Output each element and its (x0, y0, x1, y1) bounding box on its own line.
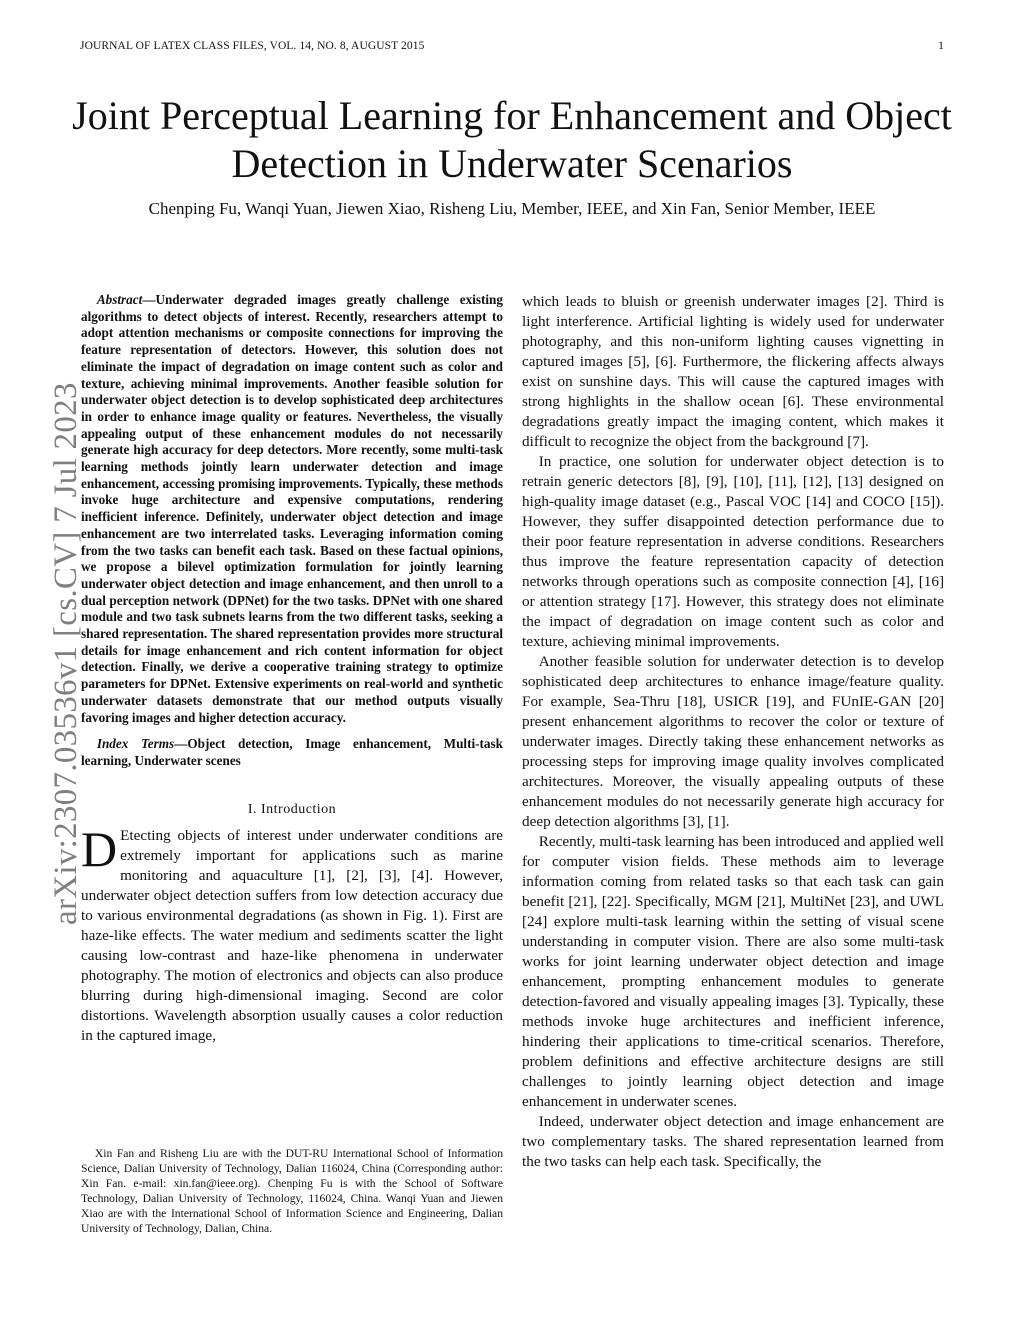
drop-cap: D (81, 820, 118, 877)
arxiv-identifier: arXiv:2307.03536v1 [cs.CV] 7 Jul 2023 (48, 382, 84, 925)
abstract-lead: Abstract (96, 292, 143, 307)
intro-paragraph (81, 820, 503, 1046)
paper-title: Joint Perceptual Learning for Enhancement and Object Detection in Underwater Scenarios (72, 93, 952, 186)
index-terms-text: —Object detection, Image enhancement, Multi-task learning, Underwater scenes (81, 736, 503, 768)
affiliation-footnote: Xin Fan and Risheng Liu are with the DUT-RU International School of Information Science, Dalian University of Technology, Dalian 116024, China (Corresponding author: Xin Fan. e-mail: xin.fan@ieee.org). Chenping Fu is with the School of Software Technology, Dalian University of Technology, 116024, China. Wanqi Yuan and Jiewen Xiao are with the International School of Information Science and Engineering, Dalian University of Technology, Dalian, China. (81, 1147, 503, 1235)
author-list: Chenping Fu, Wanqi Yuan, Jiewen Xiao, Risheng Liu, Member, IEEE, and Xin Fan, Senior Member, IEEE (148, 199, 876, 218)
abstract-text: —Underwater degraded images greatly challenge existing algorithms to detect objects of interest. Recently, researchers attempt to adopt attention mechanisms or composite connections for improving the feature representation of detectors. However, this solution does not eliminate the impact of degradation on image content such as color and texture, achieving minimal improvements. Another feasible solution for underwater object detection is to develop sophisticated deep architectures in order to enhance image quality or features. Nevertheless, the visually appealing output of these enhancement modules do not necessarily generate high accuracy for deep detectors. More recently, some multi-task learning methods jointly learn underwater detection and image enhancement, accessing promising improvements. Typically, these methods invoke huge architecture and expensive computations, rendering inefficient inference. Definitely, underwater object detection and image enhancement are two interrelated tasks. Leveraging information coming from the two tasks can benefit each task. Based on these factual opinions, we propose a bilevel optimization formulation for jointly learning underwater object detection and image enhancement, and then unroll to a dual perception network (DPNet) for the two tasks. DPNet with one shared module and two task subnets learns from the two different tasks, seeking a shared representation. The shared representation provides more structural details for image enhancement and rich content information for object detection. Finally, we derive a cooperative training strategy to optimize parameters for DPNet. Extensive experiments on real-world and synthetic underwater datasets demonstrate that our method outputs visually favoring images and higher detection accuracy. (81, 292, 503, 725)
journal-line: JOURNAL OF LATEX CLASS FILES, VOL. 14, NO. 8, AUGUST 2015 (80, 40, 425, 52)
intro-text: Etecting objects of interest under underwater conditions are extremely important for applications such as marine monitoring and aquaculture [1], [2], [3], [4]. However, underwater object detection suffers from low detection accuracy due to various environmental degradations (as shown in Fig. 1). First are haze-like effects. The water medium and sediments scatter the light causing low-contrast and haze-like phenomena in underwater photography. The motion of electronics and objects can also produce blurring during high-dimensional imaging. Second are color distortions. Wavelength absorption usually causes a color reduction in the captured image, (81, 826, 503, 1044)
index-terms (81, 736, 503, 769)
body-paragraph: In practice, one solution for underwater object detection is to retrain generic detectors [8], [9], [10], [11], [12], [13] designed on high-quality image dataset (e.g., Pascal VOC [14] and COCO [15]). However, they suffer disappointed detection performance due to their poor feature representation in adverse conditions. Researchers thus improve the feature representation capacity of detection networks through operations such as composite connection [4], [16] or attention strategy [17]. However, this strategy does not eliminate the impact of degradation on image content such as color and texture, achieving minimal improvements. (522, 453, 944, 650)
body-paragraph: Indeed, underwater object detection and image enhancement are two complementary tasks. The shared representation learned from the two tasks can help each task. Specifically, the (522, 1113, 944, 1170)
running-header (80, 40, 944, 52)
body-paragraph: which leads to bluish or greenish underwater images [2]. Third is light interference. Artificial lighting is widely used for underwater photography, and this non-uniform lighting causes vignetting in captured images [5], [6]. Furthermore, the flickering affects always exist on sunshine days. This will cause the captured images with strong highlights in the shallow ocean [6]. These environmental degradations greatly impact the imaging content, which makes it difficult to recognize the object from the background [7]. (522, 293, 944, 450)
right-column (522, 292, 944, 1172)
index-terms-lead: Index Terms (96, 736, 175, 752)
left-column (81, 292, 503, 1046)
abstract (81, 292, 503, 726)
section-heading-introduction: I. Introduction (247, 801, 337, 817)
body-paragraph: Recently, multi-task learning has been introduced and applied well for computer vision fields. These methods aim to leverage information coming from related tasks so that each task can gain benefit [21], [22]. Specifically, MGM [21], MultiNet [23], and UWL [24] explore multi-task learning within the setting of visual scene understanding in computer vision. There are also some multi-task works for joint learning underwater object detection and image enhancement, prompting enhancement modules to generate detection-favored and visually appealing images [3]. Typically, these methods invoke huge architectures and inefficient inference, hindering their applications to time-critical scenarios. Therefore, problem definitions and effective architecture designs are still challenges to jointly learning object detection and image enhancement in underwater scenes. (522, 833, 944, 1110)
page-number: 1 (938, 40, 944, 52)
body-paragraph: Another feasible solution for underwater detection is to develop sophisticated deep architectures to enhance image/feature quality. For example, Sea-Thru [18], USICR [19], and FUnIE-GAN [20] present enhancement algorithms to recover the color or texture of underwater images. Directly taking these enhancement networks as processing steps for improving image quality involves complicated architectures. Moreover, the visually appealing outputs of these enhancement modules do not necessarily generate high accuracy for deep detection algorithms [3], [1]. (522, 653, 944, 830)
